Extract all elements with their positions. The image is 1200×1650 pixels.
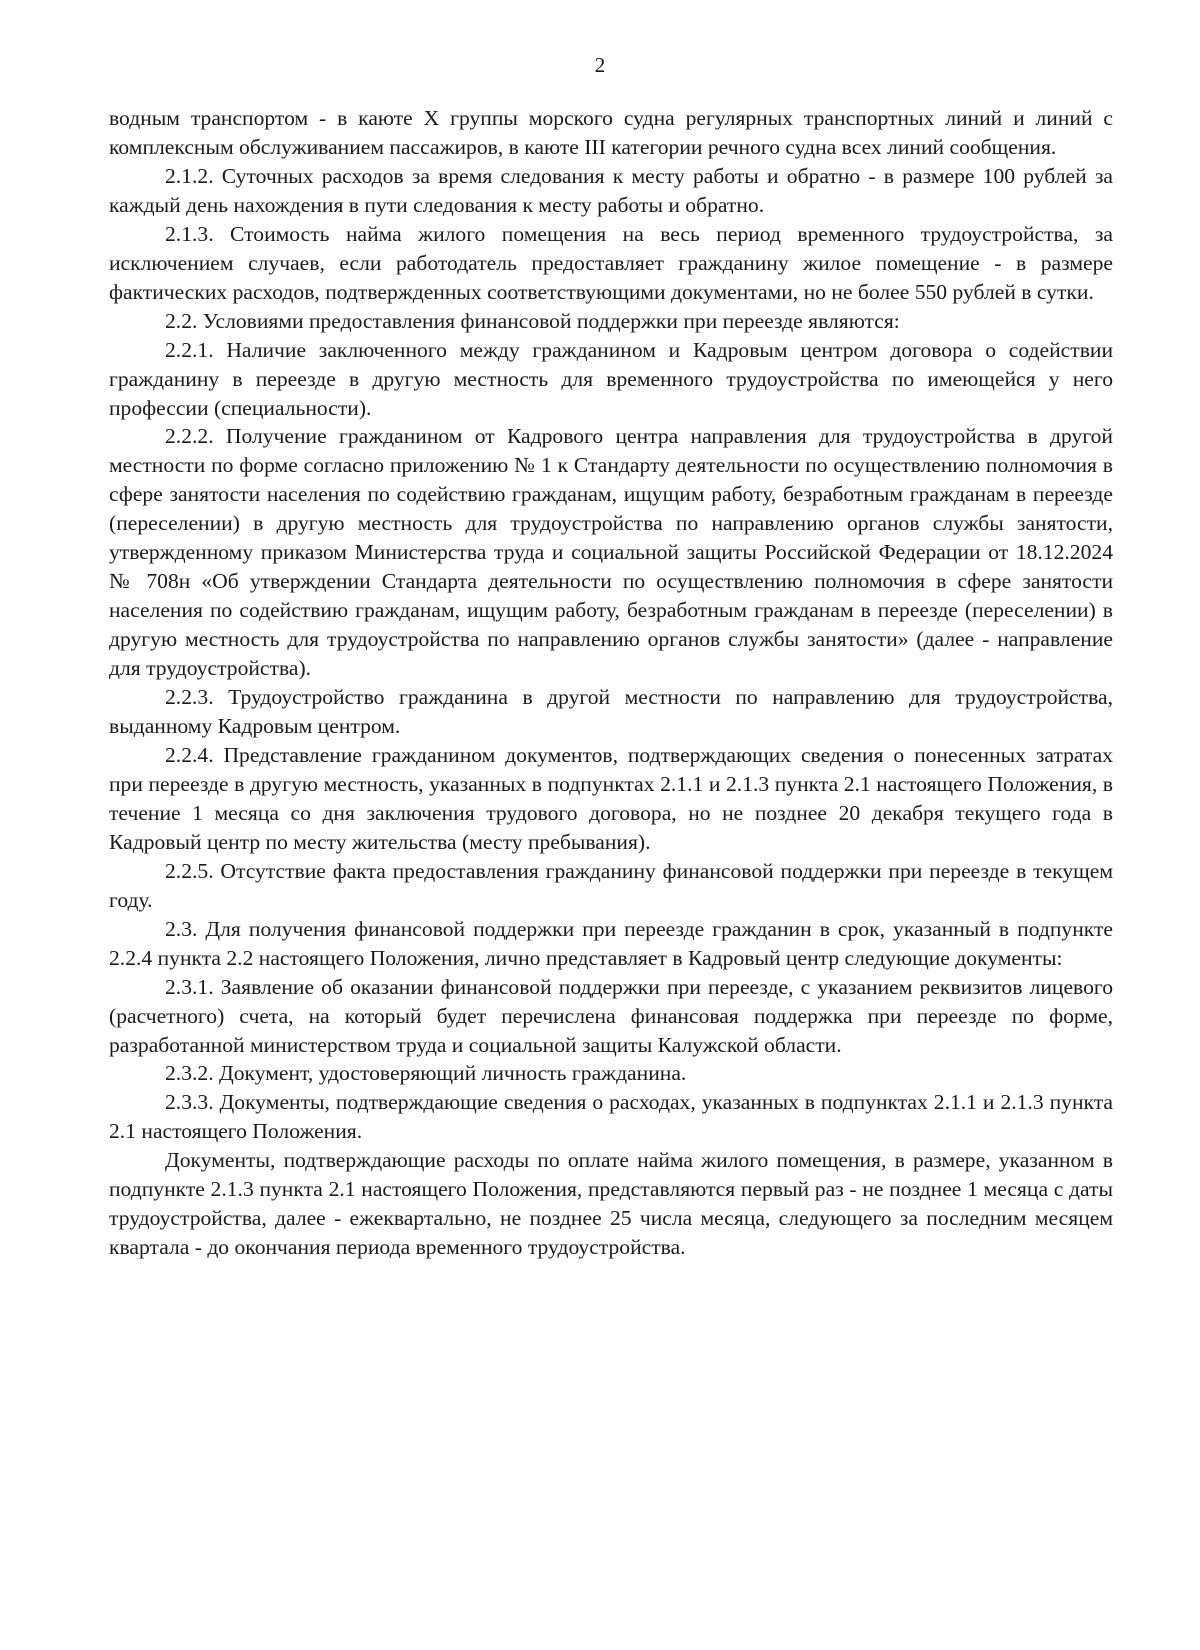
paragraph-2-1-2: 2.1.2. Суточных расходов за время следования к месту работы и обратно - в размере 100 рублей за каждый день нахождения в пути следования к месту работы и обратно. — [109, 163, 1113, 217]
paragraph-2-1-3: 2.1.3. Стоимость найма жилого помещения на весь период временного трудоустройства, за исключением случаев, если работодатель предоставляет гражданину жилое помещение - в размере фактических расходов, подтвержденных соответствующими документами, но не более 550 рублей в сутки. — [109, 221, 1113, 304]
paragraph-2-3-2: 2.3.2. Документ, удостоверяющий личность гражданина. — [165, 1061, 687, 1086]
paragraph-continuation: водным транспортом - в каюте X группы морского судна регулярных транспортных линий и линий с комплексным обслуживанием пассажиров, в каюте III категории речного судна всех линий сообщения. — [109, 106, 1113, 159]
paragraph-2-3: 2.3. Для получения финансовой поддержки при переезде гражданин в срок, указанный в подпункте 2.2.4 пункта 2.2 настоящего Положения, лично представляет в Кадровый центр следующие документы: — [109, 916, 1113, 970]
paragraph-documents-rent: Документы, подтверждающие расходы по оплате найма жилого помещения, в размере, указанном в подпункте 2.1.3 пункта 2.1 настоящего Положения, представляются первый раз - не позднее 1 месяца с даты трудоустройства, далее - ежеквартально, не позднее 25 числа месяца, следующего за последним месяцем квартала - до окончания периода временного трудоустройства. — [109, 1148, 1113, 1260]
paragraph-2-2-4: 2.2.4. Представление гражданином документов, подтверждающих сведения о понесенных затратах при переезде в другую местность, указанных в подпунктах 2.1.1 и 2.1.3 пункта 2.1 настоящего Положения, в течение 1 месяца со дня заключения трудового договора, но не позднее 20 декабря текущего года в Кадровый центр по месту жительства (месту пребывания). — [109, 742, 1113, 854]
paragraph-2-2-3: 2.2.3. Трудоустройство гражданина в другой местности по направлению для трудоустройства, выданному Кадровым центром. — [109, 685, 1113, 739]
paragraph-2-2-5: 2.2.5. Отсутствие факта предоставления гражданину финансовой поддержки при переезде в текущем году. — [109, 858, 1113, 912]
paragraph-2-2: 2.2. Условиями предоставления финансовой поддержки при переезде являются: — [165, 308, 900, 333]
paragraph-2-2-2: 2.2.2. Получение гражданином от Кадрового центра направления для трудоустройства в другой местности по форме согласно приложению № 1 к Стандарту деятельности по осуществлению полномочия в сфере занятости населения по содействию гражданам, ищущим работу, безработным гражданам в переезде (переселении) в другую местность для трудоустройства по направлению органов службы занятости, утвержденному приказом Министерства труда и социальной защиты Российской Федерации от 18.12.2024 № 708н «Об утверждении Стандарта деятельности по осуществлению полномочия в сфере занятости населения по содействию гражданам, ищущим работу, безработным гражданам в переезде (переселении) в другую местность для трудоустройства по направлению органов службы занятости» (далее - направление для трудоустройства). — [109, 424, 1113, 681]
page-number: 2 — [594, 53, 606, 77]
paragraph-2-2-1: 2.2.1. Наличие заключенного между гражданином и Кадровым центром договора о содействии гражданину в переезде в другую местность для временного трудоустройства по имеющейся у него профессии (специальности). — [109, 337, 1113, 420]
paragraph-2-3-3: 2.3.3. Документы, подтверждающие сведения о расходах, указанных в подпунктах 2.1.1 и 2.1.3 пункта 2.1 настоящего Положения. — [109, 1090, 1113, 1144]
document-body — [109, 104, 1113, 1262]
paragraph-2-3-1: 2.3.1. Заявление об оказании финансовой поддержки при переезде, с указанием реквизитов лицевого (расчетного) счета, на который будет перечислена финансовая поддержка при переезде по форме, разработанной министерством труда и социальной защиты Калужской области. — [109, 974, 1113, 1057]
